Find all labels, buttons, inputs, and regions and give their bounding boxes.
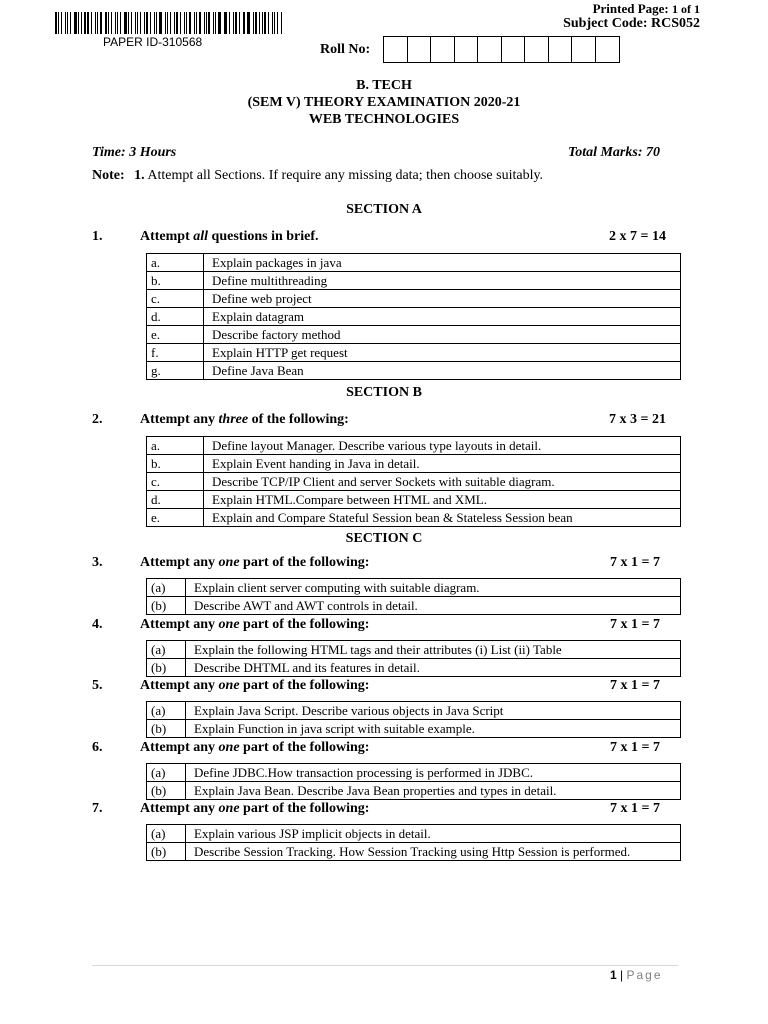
barcode-bar (259, 12, 260, 34)
table-row (147, 437, 681, 455)
barcode-bar (274, 12, 275, 34)
part-label: (b) (147, 597, 186, 615)
instr-pre: Attempt any (140, 617, 219, 632)
item-text: Describe factory method (204, 326, 681, 344)
barcode-bar (224, 12, 225, 34)
item-label: c. (147, 290, 204, 308)
barcode-bar (194, 12, 195, 34)
subject-title: WEB TECHNOLOGIES (308, 112, 460, 127)
barcode-bar (235, 12, 237, 34)
table-row (147, 825, 681, 843)
barcode-bar (108, 12, 109, 34)
roll-no-box[interactable] (384, 37, 408, 62)
barcode-bar (180, 12, 181, 34)
table-row (147, 764, 681, 782)
item-text: Define Java Bean (204, 362, 681, 380)
table-row (147, 597, 681, 615)
barcode-bar (87, 12, 89, 34)
item-text: Explain packages in java (204, 254, 681, 272)
barcode-bar (65, 12, 67, 34)
question-instruction (140, 740, 369, 756)
question-2-number: 2. (92, 412, 103, 427)
roll-no-box[interactable] (408, 37, 432, 62)
question-parts-table (146, 578, 681, 615)
barcode-bar (218, 12, 221, 34)
question-parts-table (146, 640, 681, 677)
page-word: Page (626, 968, 663, 982)
barcode-bar (262, 12, 263, 34)
barcode-bar (277, 12, 279, 34)
part-text: Explain Function in java script with suitable example. (186, 720, 681, 738)
instr-em: one (218, 678, 240, 693)
item-text: Define multithreading (204, 272, 681, 290)
printed-page (556, 1, 700, 17)
barcode-bar (91, 12, 92, 34)
barcode-bar (264, 12, 266, 34)
table-row (147, 473, 681, 491)
roll-no-box[interactable] (596, 37, 620, 62)
page-sep: | (616, 968, 627, 982)
item-label: e. (147, 509, 204, 527)
section-c-title: SECTION C (345, 531, 423, 546)
item-label: c. (147, 473, 204, 491)
barcode-bar (189, 12, 192, 34)
question-2-instruction (140, 412, 349, 428)
section-b-table (146, 436, 681, 527)
printed-page-value: 1 of 1 (672, 2, 700, 16)
barcode-bar (229, 12, 230, 34)
part-label: (a) (147, 579, 186, 597)
question-number: 3. (92, 555, 103, 570)
instr-em: one (218, 555, 240, 570)
question-marks: 7 x 1 = 7 (610, 740, 660, 755)
barcode-bar (128, 12, 129, 34)
barcode-bar (213, 12, 214, 34)
part-label: (a) (147, 825, 186, 843)
table-row (147, 290, 681, 308)
instr-post: part of the following: (239, 740, 370, 755)
q1-em: all (193, 229, 209, 244)
question-marks: 7 x 1 = 7 (610, 555, 660, 570)
table-row (147, 720, 681, 738)
question-1-number: 1. (92, 229, 103, 244)
barcode-bar (215, 12, 216, 34)
barcode-bar (268, 12, 269, 34)
part-text: Describe DHTML and its features in detail. (186, 659, 681, 677)
item-label: d. (147, 491, 204, 509)
instr-post: part of the following: (239, 555, 370, 570)
section-a-title: SECTION A (346, 202, 422, 217)
part-text: Explain Java Script. Describe various objects in Java Script (186, 702, 681, 720)
q2-post: of the following: (248, 412, 349, 427)
barcode-bar (120, 12, 121, 34)
table-row (147, 659, 681, 677)
barcode-bar (174, 12, 175, 34)
barcode-bar (115, 12, 116, 34)
barcode-bar (58, 12, 59, 34)
barcode-bar (135, 12, 137, 34)
question-number: 5. (92, 678, 103, 693)
table-row (147, 455, 681, 473)
barcode-bar (140, 12, 141, 34)
instr-em: one (218, 740, 240, 755)
item-label: b. (147, 272, 204, 290)
question-parts-table (146, 701, 681, 738)
barcode-bar (111, 12, 112, 34)
barcode-bar (146, 12, 148, 34)
table-row (147, 782, 681, 800)
item-label: d. (147, 308, 204, 326)
item-text: Explain and Compare Stateful Session bean & Stateless Session bean (204, 509, 681, 527)
question-number: 4. (92, 617, 103, 632)
part-text: Define JDBC.How transaction processing is performed in JDBC. (186, 764, 681, 782)
roll-no-box[interactable] (572, 37, 596, 62)
question-instruction (140, 678, 369, 694)
part-label: (a) (147, 641, 186, 659)
q2-pre: Attempt any (140, 412, 219, 427)
barcode-bar (244, 12, 245, 34)
question-marks: 7 x 1 = 7 (610, 801, 660, 816)
item-text: Define layout Manager. Describe various type layouts in detail. (204, 437, 681, 455)
part-text: Describe Session Tracking. How Session Tracking using Http Session is performed. (186, 843, 681, 861)
part-text: Explain Java Bean. Describe Java Bean properties and types in detail. (186, 782, 681, 800)
part-label: (b) (147, 659, 186, 677)
roll-no-box[interactable] (549, 37, 573, 62)
table-row (147, 641, 681, 659)
barcode-bar (61, 12, 62, 34)
table-row (147, 272, 681, 290)
barcode-bar (97, 12, 98, 34)
barcode-bar (67, 12, 68, 34)
instr-pre: Attempt any (140, 801, 219, 816)
section-b-title: SECTION B (346, 385, 422, 400)
note-number: 1. (134, 168, 145, 183)
barcode-bar (70, 12, 71, 34)
barcode-bar (253, 12, 254, 34)
instr-em: one (218, 801, 240, 816)
part-label: (b) (147, 720, 186, 738)
printed-page-label: Printed Page: (592, 1, 669, 16)
barcode-bar (81, 12, 82, 34)
part-label: (b) (147, 782, 186, 800)
page-number: 1 (610, 968, 617, 982)
table-row (147, 254, 681, 272)
q2-em: three (218, 412, 249, 427)
subject-code-label: Subject Code: (563, 16, 648, 31)
barcode-bar (272, 12, 273, 34)
item-text: Explain HTML.Compare between HTML and XML. (204, 491, 681, 509)
barcode-bar (167, 12, 168, 34)
item-label: e. (147, 326, 204, 344)
instr-pre: Attempt any (140, 740, 219, 755)
subject-code-value: RCS052 (650, 16, 700, 31)
barcode-bar (78, 12, 79, 34)
barcode-bar (105, 12, 107, 34)
barcode-bar (184, 12, 185, 34)
barcode-bar (84, 12, 86, 34)
exam-title: (SEM V) THEORY EXAMINATION 2020-21 (247, 95, 521, 110)
part-label: (a) (147, 702, 186, 720)
subject-code (554, 16, 700, 32)
barcode-bar (206, 12, 207, 34)
barcode-bar (239, 12, 240, 34)
roll-no-box[interactable] (455, 37, 479, 62)
item-label: a. (147, 254, 204, 272)
roll-no-label: Roll No: (320, 42, 371, 57)
roll-no-boxes[interactable] (383, 36, 620, 63)
barcode-bar (204, 12, 205, 34)
item-text: Define web project (204, 290, 681, 308)
instr-post: part of the following: (239, 801, 370, 816)
question-number: 6. (92, 740, 103, 755)
part-text: Explain various JSP implicit objects in detail. (186, 825, 681, 843)
item-label: f. (147, 344, 204, 362)
degree-title: B. TECH (356, 78, 412, 93)
question-1-marks: 2 x 7 = 14 (609, 229, 666, 244)
question-number: 7. (92, 801, 103, 816)
barcode (55, 12, 283, 34)
table-row (147, 362, 681, 380)
item-text: Explain Event handing in Java in detail. (204, 455, 681, 473)
question-1-instruction (140, 229, 319, 245)
instr-pre: Attempt any (140, 678, 219, 693)
table-row (147, 491, 681, 509)
question-marks: 7 x 1 = 7 (610, 678, 660, 693)
instr-post: part of the following: (239, 678, 370, 693)
barcode-bar (176, 12, 178, 34)
item-label: a. (147, 437, 204, 455)
part-text: Explain client server computing with suitable diagram. (186, 579, 681, 597)
item-text: Explain HTTP get request (204, 344, 681, 362)
question-marks: 7 x 1 = 7 (610, 617, 660, 632)
barcode-bar (196, 12, 197, 34)
item-label: g. (147, 362, 204, 380)
exam-time: Time: 3 Hours (92, 145, 177, 160)
section-a-table (146, 253, 681, 380)
roll-no-box[interactable] (502, 37, 526, 62)
table-row (147, 579, 681, 597)
barcode-bar (159, 12, 162, 34)
table-row (147, 308, 681, 326)
barcode-bar (74, 12, 77, 34)
barcode-bar (117, 12, 119, 34)
roll-no-box[interactable] (478, 37, 502, 62)
table-row (147, 344, 681, 362)
q1-pre: Attempt (140, 229, 194, 244)
barcode-bar (281, 12, 282, 34)
barcode-bar (208, 12, 210, 34)
barcode-bar (233, 12, 234, 34)
barcode-bar (247, 12, 250, 34)
barcode-bar (124, 12, 127, 34)
part-label: (a) (147, 764, 186, 782)
barcode-bar (165, 12, 166, 34)
part-label: (b) (147, 843, 186, 861)
barcode-bar (95, 12, 96, 34)
roll-no-box[interactable] (525, 37, 549, 62)
part-text: Explain the following HTML tags and their attributes (i) List (ii) Table (186, 641, 681, 659)
barcode-bar (199, 12, 201, 34)
note-label: Note: (92, 168, 125, 183)
barcode-bar (156, 12, 157, 34)
table-row (147, 509, 681, 527)
barcode-bar (255, 12, 257, 34)
instr-pre: Attempt any (140, 555, 219, 570)
total-marks: Total Marks: 70 (567, 145, 660, 160)
roll-no-box[interactable] (431, 37, 455, 62)
table-row (147, 843, 681, 861)
table-row (147, 326, 681, 344)
barcode-bar (170, 12, 172, 34)
barcode-bar (137, 12, 138, 34)
instr-em: one (218, 617, 240, 632)
question-instruction (140, 555, 369, 571)
barcode-bar (144, 12, 145, 34)
item-text: Describe TCP/IP Client and server Sockets with suitable diagram. (204, 473, 681, 491)
note (92, 168, 543, 184)
q1-post: questions in brief. (208, 229, 319, 244)
barcode-bar (150, 12, 152, 34)
item-label: b. (147, 455, 204, 473)
barcode-bar (55, 12, 57, 34)
part-text: Describe AWT and AWT controls in detail. (186, 597, 681, 615)
instr-post: part of the following: (239, 617, 370, 632)
question-2-marks: 7 x 3 = 21 (609, 412, 666, 427)
question-instruction (140, 617, 369, 633)
question-instruction (140, 801, 369, 817)
barcode-bar (100, 12, 103, 34)
paper-id: PAPER ID-310568 (103, 35, 203, 49)
page-footer (610, 968, 663, 982)
barcode-bar (131, 12, 132, 34)
question-parts-table (146, 824, 681, 861)
note-text: Attempt all Sections. If require any missing data; then choose suitably. (147, 168, 544, 183)
barcode-bar (243, 12, 244, 34)
item-text: Explain datagram (204, 308, 681, 326)
footer-rule (92, 965, 678, 966)
table-row (147, 702, 681, 720)
barcode-bar (154, 12, 155, 34)
question-parts-table (146, 763, 681, 800)
barcode-bar (225, 12, 227, 34)
barcode-bar (186, 12, 187, 34)
